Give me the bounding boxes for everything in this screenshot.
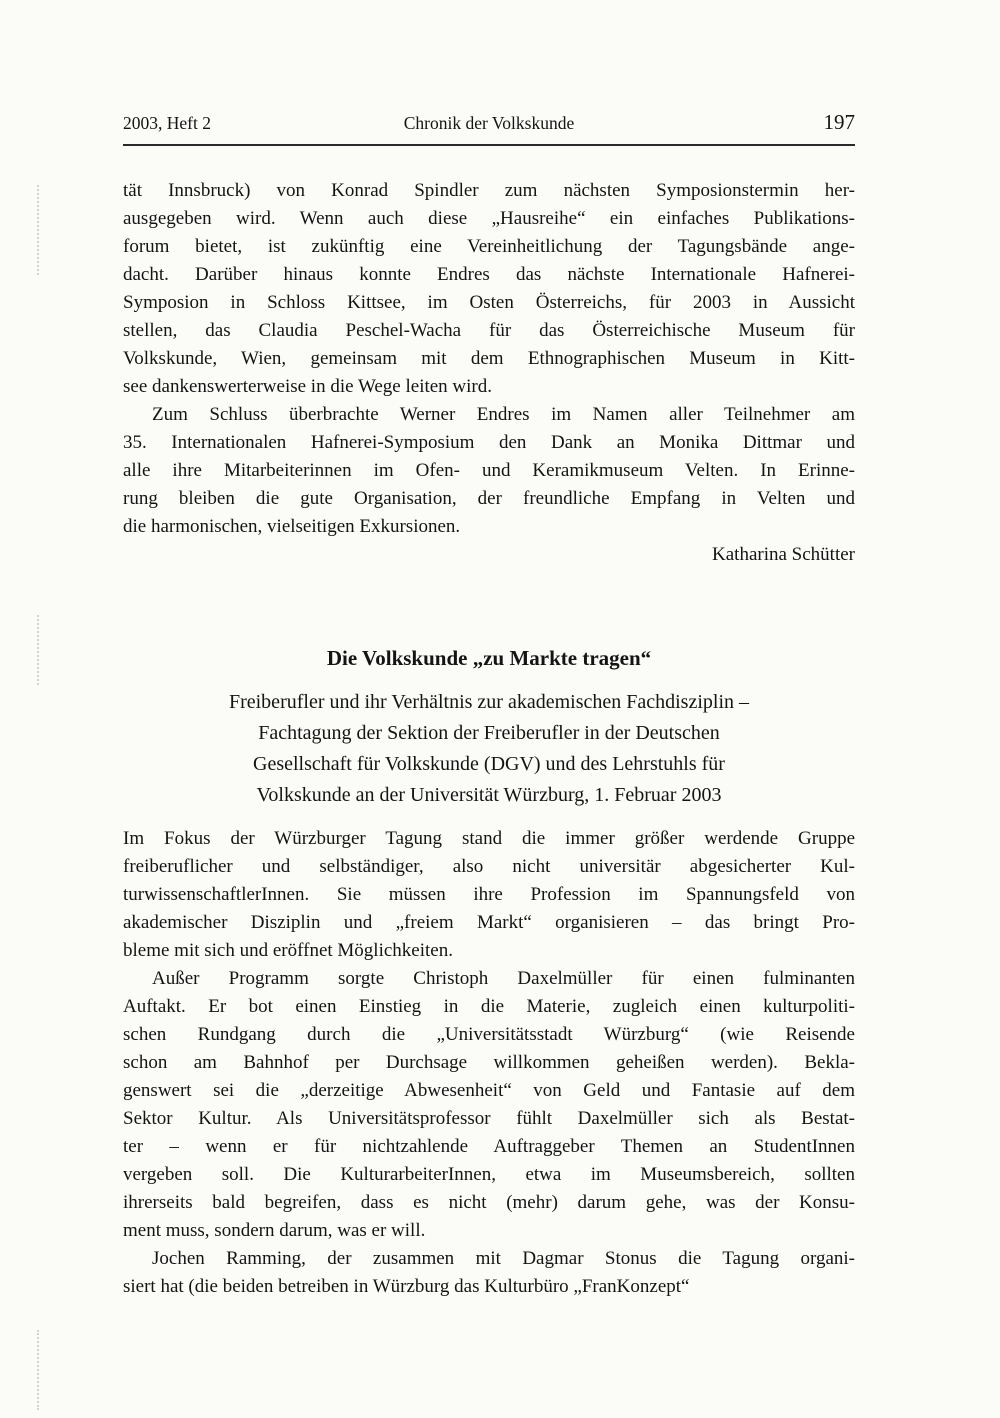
text-line: Jochen Ramming, der zusammen mit Dagmar Stonus die Tagung organi- [152, 1248, 855, 1269]
paragraph [123, 401, 855, 541]
subtitle-line: Gesellschaft für Volkskunde (DGV) und des Lehrstuhls für [253, 753, 725, 775]
scan-artifact-top [37, 185, 39, 275]
page-header [123, 110, 855, 146]
text-line: 35. Internationalen Hafnerei-Symposium den Dank an Monika Dittmar und [123, 432, 855, 453]
paragraph [123, 965, 855, 1245]
text-line: ausgegeben wird. Wenn auch diese „Hausreihe“ ein einfaches Publikations- [123, 208, 855, 229]
text-line: vergeben soll. Die KulturarbeiterInnen, etwa im Museumsbereich, sollten [123, 1164, 855, 1185]
text-line: Volkskunde, Wien, gemeinsam mit dem Ethnographischen Museum in Kitt- [123, 348, 855, 369]
text-line: Sektor Kultur. Als Universitätsprofessor fühlt Daxelmüller sich als Bestat- [123, 1108, 855, 1129]
paragraph [123, 1245, 855, 1301]
scan-artifact-middle [37, 615, 39, 685]
author-signature: Katharina Schütter [712, 544, 855, 565]
text-line: Im Fokus der Würzburger Tagung stand die immer größer werdende Gruppe [123, 828, 855, 849]
subtitle-line: Volkskunde an der Universität Würzburg, 1. Februar 2003 [256, 784, 722, 806]
text-line: alle ihre Mitarbeiterinnen im Ofen- und Keramikmuseum Velten. In Erinne- [123, 460, 855, 481]
subtitle-line: Fachtagung der Sektion der Freiberufler in der Deutschen [258, 722, 720, 744]
text-line: see dankenswerterweise in die Wege leiten wird. [123, 376, 493, 397]
text-line: Symposion in Schloss Kittsee, im Osten Österreichs, für 2003 in Aussicht [123, 292, 855, 313]
header-page-number: 197 [823, 110, 855, 134]
text-line: bleme mit sich und eröffnet Möglichkeiten. [123, 940, 453, 961]
section-heading: Die Volkskunde „zu Markte tragen“ [326, 646, 652, 670]
header-issue-label: 2003, Heft 2 [123, 113, 211, 133]
subtitle-line: Freiberufler und ihr Verhältnis zur akademischen Fachdisziplin – [228, 691, 750, 713]
text-line: freiberuflicher und selbständiger, also nicht universitär abgesicherter Kul- [123, 856, 855, 877]
text-line: tät Innsbruck) von Konrad Spindler zum nächsten Symposionstermin her- [123, 180, 855, 201]
text-line: stellen, das Claudia Peschel-Wacha für das Österreichische Museum für [123, 320, 855, 341]
text-line: die harmonischen, vielseitigen Exkursionen. [123, 516, 461, 537]
text-line: Außer Programm sorgte Christoph Daxelmüller für einen fulminanten [152, 968, 855, 989]
text-line: Auftakt. Er bot einen Einstieg in die Materie, zugleich einen kulturpoliti- [123, 996, 855, 1017]
text-line: akademischer Disziplin und „freiem Markt“ organisieren – das bringt Pro- [123, 912, 855, 933]
paragraph [123, 825, 855, 965]
page-content [123, 177, 855, 1301]
text-line: turwissenschaftlerInnen. Sie müssen ihre Profession im Spannungsfeld von [123, 884, 855, 905]
text-line: schon am Bahnhof per Durchsage willkommen geheißen werden). Bekla- [123, 1052, 855, 1073]
header-running-title: Chronik der Volkskunde [403, 113, 575, 133]
text-line: ter – wenn er für nichtzahlende Auftraggeber Themen an StudentInnen [123, 1136, 855, 1157]
text-line: siert hat (die beiden betreiben in Würzburg das Kulturbüro „FranKonzept“ [123, 1276, 690, 1297]
text-line: forum bietet, ist zukünftig eine Vereinheitlichung der Tagungsbände ange- [123, 236, 855, 257]
paragraph [123, 177, 855, 401]
text-line: schen Rundgang durch die „Universitätsstadt Würzburg“ (wie Reisende [123, 1024, 855, 1045]
text-line: Zum Schluss überbrachte Werner Endres im Namen aller Teilnehmer am [152, 404, 855, 425]
text-line: ment muss, sondern darum, was er will. [123, 1220, 426, 1241]
text-line: rung bleiben die gute Organisation, der freundliche Empfang in Velten und [123, 488, 855, 509]
section-subtitle [123, 687, 855, 811]
text-line: ihrerseits bald begreifen, dass es nicht (mehr) darum gehe, was der Konsu- [123, 1192, 855, 1213]
text-line: genswert sei die „derzeitige Abwesenheit“ von Geld und Fantasie auf dem [123, 1080, 855, 1101]
journal-page [123, 0, 855, 1301]
text-line: dacht. Darüber hinaus konnte Endres das nächste Internationale Hafnerei- [123, 264, 855, 285]
scan-artifact-bottom [37, 1330, 39, 1410]
